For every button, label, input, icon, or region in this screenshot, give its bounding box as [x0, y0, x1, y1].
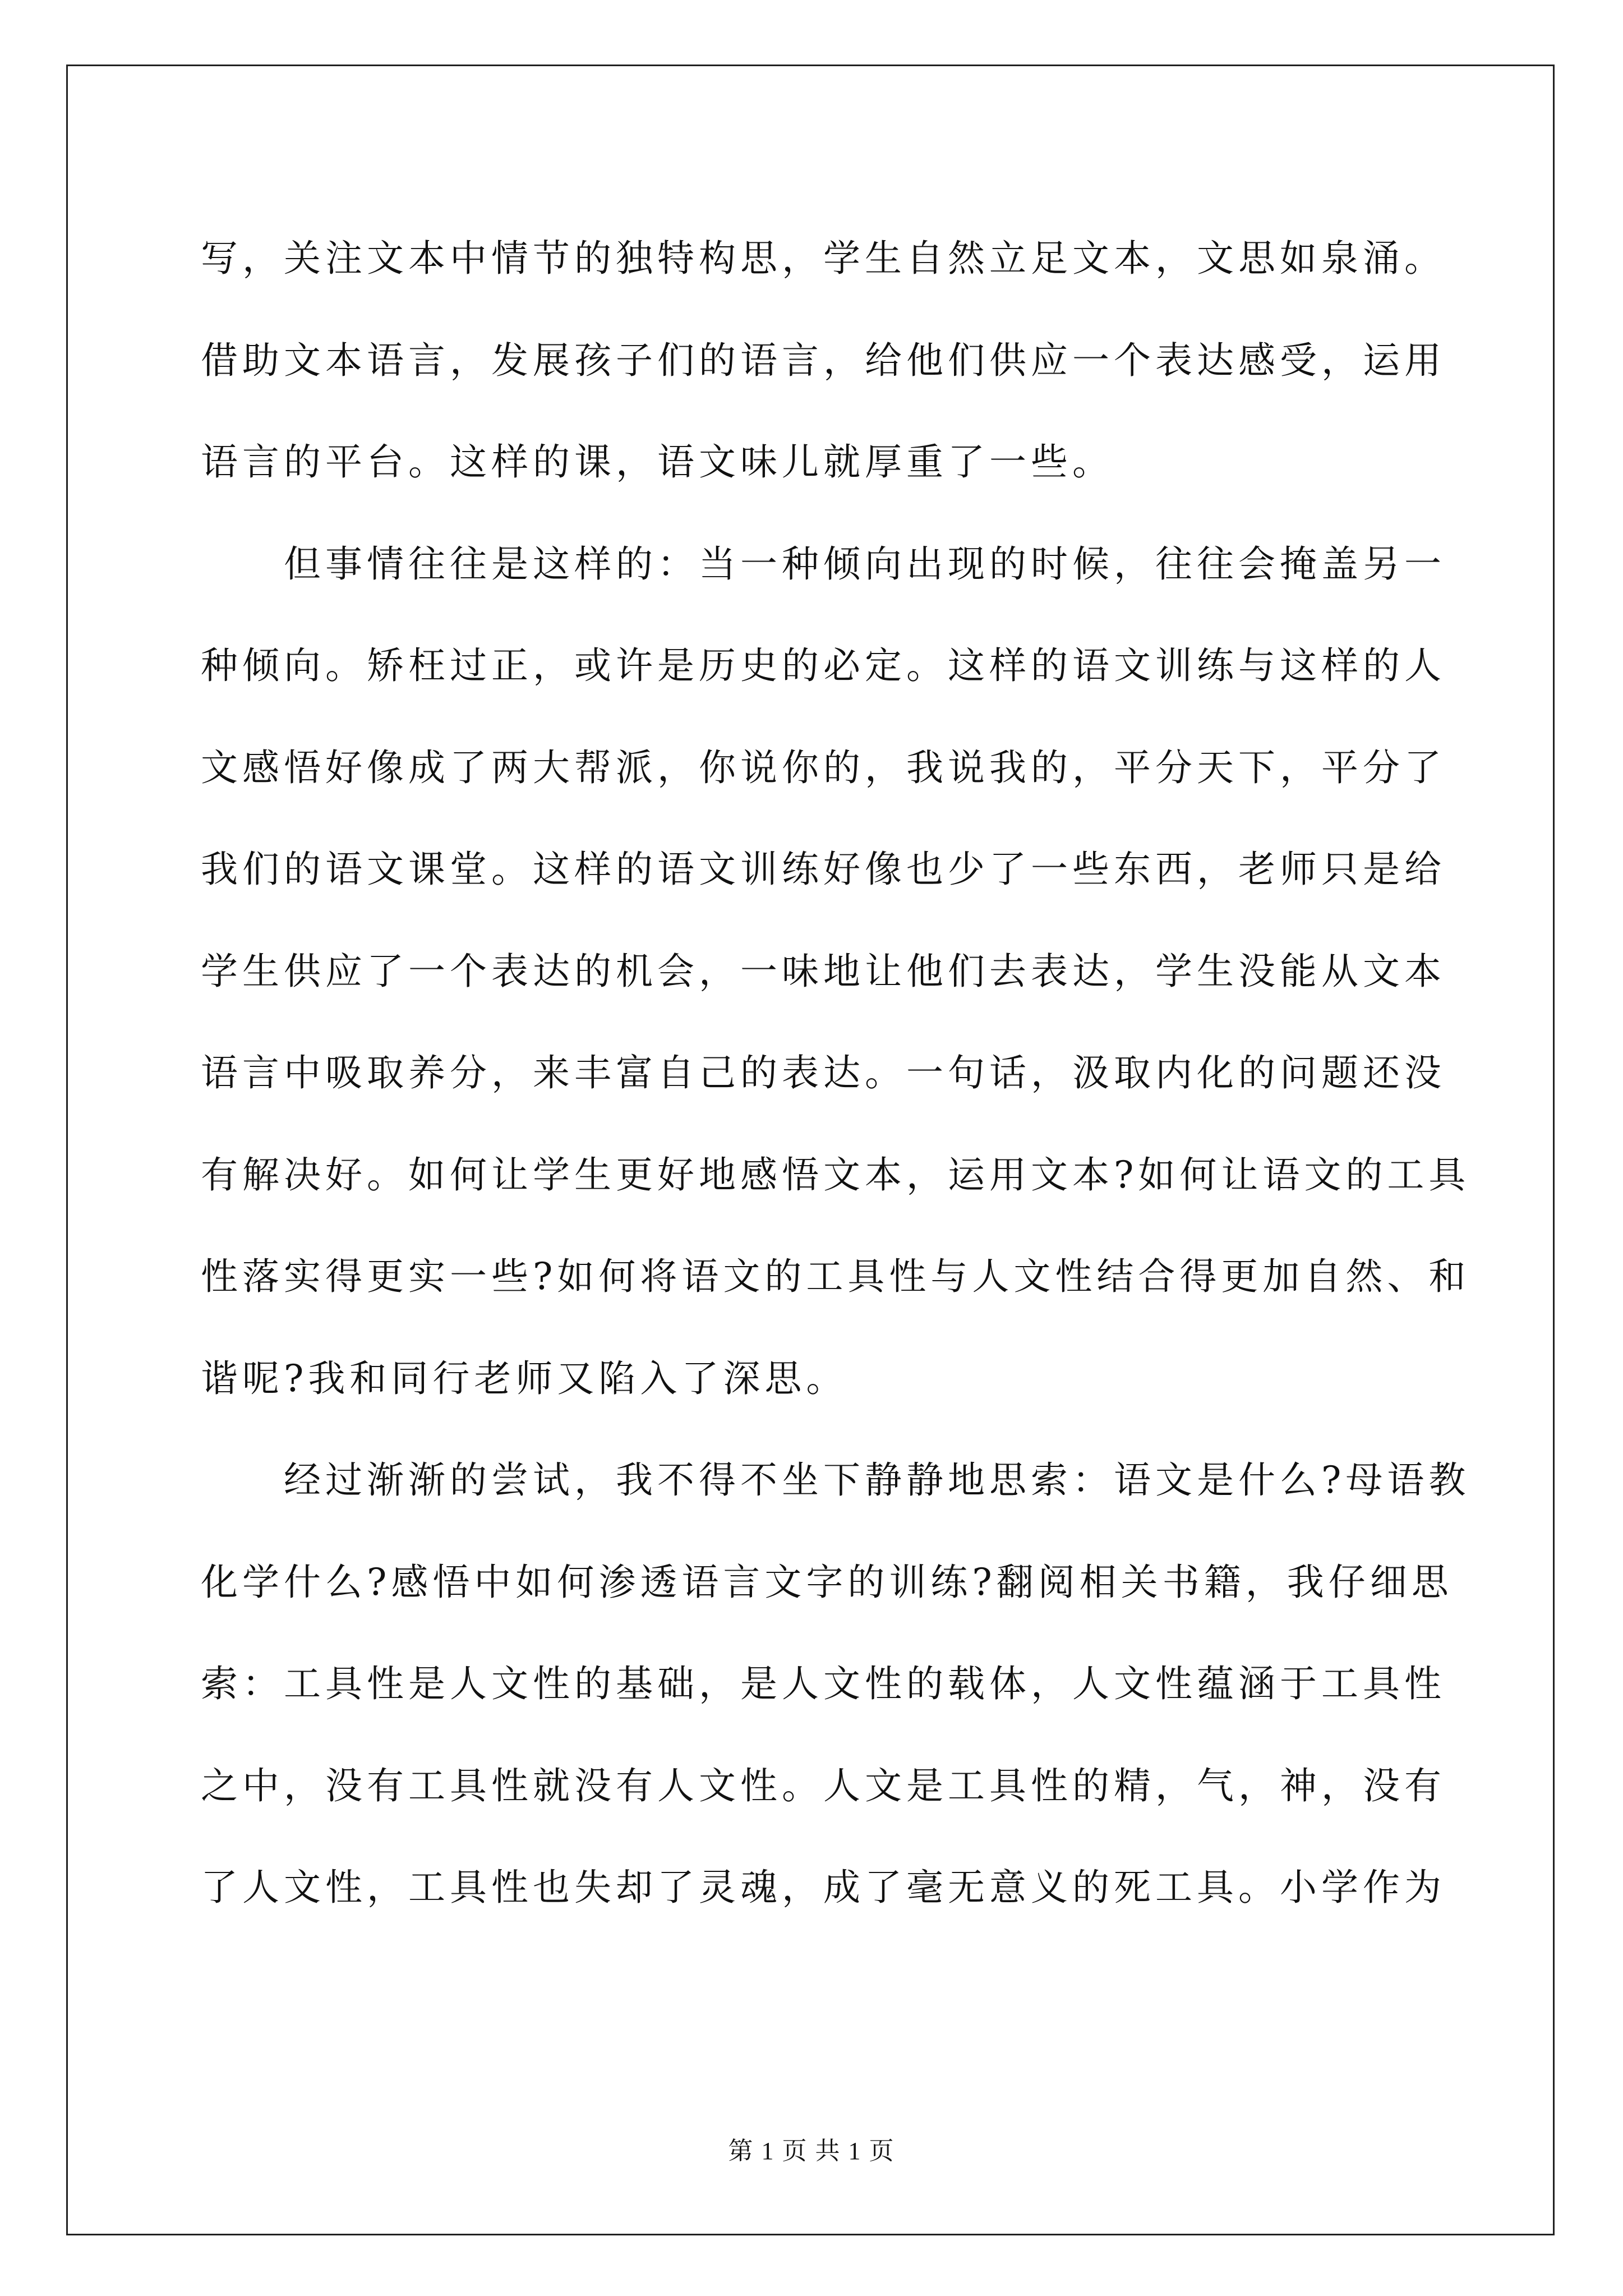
- text-line: 谐呢?我和同行老师又陷入了深思。: [201, 1356, 848, 1400]
- text-line: 写，关注文本中情节的独特构思，学生自然立足文本，文思如泉涌。: [201, 237, 1446, 280]
- text-line: 语言的平台。这样的课，语文味儿就厚重了一些。: [201, 440, 1114, 484]
- text-line: 语言中吸取养分，来丰富自己的表达。一句话，汲取内化的问题还没: [201, 1051, 1446, 1094]
- page-number-footer: 第 1 页 共 1 页: [728, 2137, 895, 2165]
- text-line: 性落实得更实一些?如何将语文的工具性与人文性结合得更加自然、和: [201, 1255, 1470, 1298]
- paragraph-first-line: 经过渐渐的尝试，我不得不坐下静静地思索：语文是什么?母语教: [284, 1458, 1470, 1502]
- document-body: [201, 208, 1470, 1939]
- text-line: 索：工具性是人文性的基础，是人文性的载体，人文性蕴涵于工具性: [201, 1662, 1446, 1705]
- text-line: 之中，没有工具性就没有人文性。人文是工具性的精，气，神，没有: [201, 1764, 1446, 1807]
- text-line: 我们的语文课堂。这样的语文训练好像也少了一些东西，老师只是给: [201, 848, 1446, 891]
- text-line: 有解决好。如何让学生更好地感悟文本，运用文本?如何让语文的工具: [201, 1153, 1470, 1197]
- text-line: 学生供应了一个表达的机会，一味地让他们去表达，学生没能从文本: [201, 949, 1446, 993]
- paragraph-first-line: 但事情往往是这样的：当一种倾向出现的时候，往往会掩盖另一: [284, 542, 1446, 586]
- text-line: 文感悟好像成了两大帮派，你说你的，我说我的，平分天下，平分了: [201, 746, 1446, 789]
- text-line: 化学什么?感悟中如何渗透语言文字的训练?翻阅相关书籍，我仔细思: [201, 1560, 1453, 1604]
- text-line: 种倾向。矫枉过正，或许是历史的必定。这样的语文训练与这样的人: [201, 644, 1446, 687]
- text-line: 借助文本语言，发展孩子们的语言，给他们供应一个表达感受，运用: [201, 338, 1446, 382]
- text-line: 了人文性，工具性也失却了灵魂，成了毫无意义的死工具。小学作为: [201, 1866, 1446, 1909]
